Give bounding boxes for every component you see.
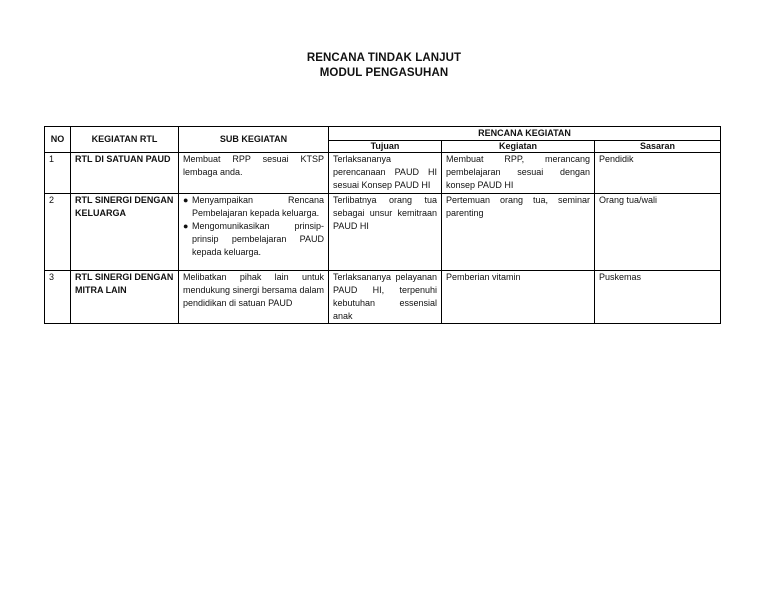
list-item-text: Mengomunikasikan prinsip-prinsip pembelajaran PAUD kepada keluarga. <box>192 221 324 257</box>
row-sasaran: Pendidik <box>595 153 721 194</box>
row-sasaran: Puskemas <box>595 271 721 324</box>
row-kegiatan-rtl: RTL SINERGI DENGAN KELUARGA <box>71 194 179 271</box>
header-no: NO <box>45 127 71 153</box>
header-sasaran: Sasaran <box>595 141 721 153</box>
row-no: 1 <box>45 153 71 194</box>
row-kegiatan-rtl: RTL DI SATUAN PAUD <box>71 153 179 194</box>
header-tujuan: Tujuan <box>329 141 442 153</box>
row-kegiatan: Pertemuan orang tua, seminar parenting <box>442 194 595 271</box>
header-kegiatan-rtl: KEGIATAN RTL <box>71 127 179 153</box>
bullet-icon: ● <box>183 195 189 205</box>
list-item-text: Menyampaikan Rencana Pembelajaran kepada keluarga. <box>192 195 324 218</box>
list-item <box>183 194 324 220</box>
document-subtitle: MODUL PENGASUHAN <box>319 67 449 79</box>
row-sasaran: Orang tua/wali <box>595 194 721 271</box>
row-tujuan: Terlibatnya orang tua sebagai unsur kemitraan PAUD HI <box>329 194 442 271</box>
row-tujuan: Terlaksananya perencanaan PAUD HI sesuai Konsep PAUD HI <box>329 153 442 194</box>
header-rencana-kegiatan: RENCANA KEGIATAN <box>329 127 721 141</box>
list-item <box>183 220 324 259</box>
table-row <box>45 271 721 324</box>
sub-kegiatan-list <box>183 194 324 259</box>
header-sub-kegiatan: SUB KEGIATAN <box>179 127 329 153</box>
table-row <box>45 194 721 271</box>
row-kegiatan-rtl: RTL SINERGI DENGAN MITRA LAIN <box>71 271 179 324</box>
document-title: RENCANA TINDAK LANJUT <box>306 52 462 64</box>
row-no: 3 <box>45 271 71 324</box>
table-row <box>45 153 721 194</box>
row-sub-kegiatan: Melibatkan pihak lain untuk mendukung sinergi bersama dalam pendidikan di satuan PAUD <box>179 271 329 324</box>
row-kegiatan: Pemberian vitamin <box>442 271 595 324</box>
row-no: 2 <box>45 194 71 271</box>
row-tujuan: Terlaksananya pelayanan PAUD HI, terpenuhi kebutuhan essensial anak <box>329 271 442 324</box>
row-sub-kegiatan <box>179 194 329 271</box>
row-kegiatan: Membuat RPP, merancang pembelajaran sesuai dengan konsep PAUD HI <box>442 153 595 194</box>
header-kegiatan: Kegiatan <box>442 141 595 153</box>
rtl-table <box>44 126 721 324</box>
bullet-icon: ● <box>183 221 189 231</box>
row-sub-kegiatan: Membuat RPP sesuai KTSP lembaga anda. <box>179 153 329 194</box>
